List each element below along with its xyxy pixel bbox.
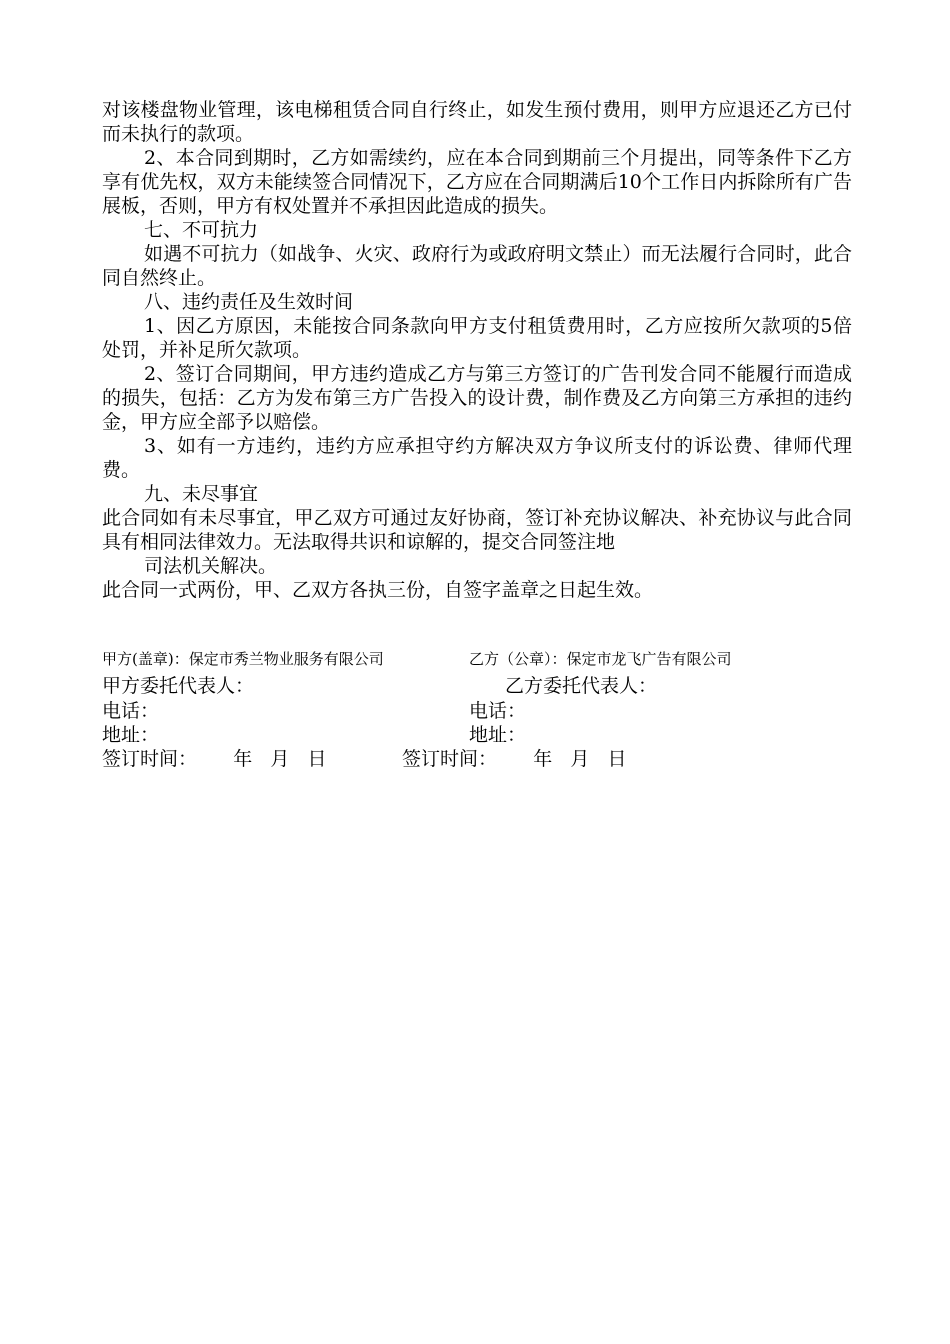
signature-phone-row <box>102 699 862 723</box>
heading-breach-liability: 八、违约责任及生效时间 <box>144 291 354 313</box>
paragraph-force-majeure: 如遇不可抗力（如战争、火灾、政府行为或政府明文禁止）而无法履行合同时，此合同自然终止。 <box>102 243 852 289</box>
signature-rep-row <box>102 674 862 698</box>
party-b-sign-date: 签订时间： 年 月 日 <box>402 748 627 770</box>
contract-body <box>102 98 852 602</box>
paragraph-outstanding-matters-tail: 司法机关解决。 <box>144 555 278 577</box>
party-b-phone: 电话： <box>469 700 527 722</box>
party-a-address: 地址： <box>102 724 160 746</box>
paragraph-effective: 此合同一式两份，甲、乙双方各执三份，自签字盖章之日起生效。 <box>102 579 654 601</box>
paragraph-outstanding-matters <box>102 506 852 554</box>
heading-force-majeure: 七、不可抗力 <box>144 219 259 241</box>
signature-seal-row <box>102 649 862 669</box>
party-b-address: 地址： <box>469 724 527 746</box>
paragraph-breach-3: 3、如有一方违约，违约方应承担守约方解决双方争议所支付的诉讼费、律师代理费。 <box>102 435 852 481</box>
paragraph-renewal: 2、本合同到期时，乙方如需续约，应在本合同到期前三个月提出，同等条件下乙方享有优先权，双方未能续签合同情况下，乙方应在合同期满后10个工作日内拆除所有广告展板，否则，甲方有权处置并不承担因此造成的损失。 <box>102 147 852 217</box>
paragraph-early-termination: 对该楼盘物业管理，该电梯租赁合同自行终止，如发生预付费用，则甲方应退还乙方已付而未执行的款项。 <box>102 99 852 145</box>
party-a-representative: 甲方委托代表人： <box>102 675 255 697</box>
signature-date-row <box>102 747 862 771</box>
party-a-sign-date: 签订时间： 年 月 日 <box>102 748 327 770</box>
party-b-seal: 乙方（公章）：保定市龙飞广告有限公司 <box>469 650 732 668</box>
paragraph-outstanding-matters-main: 此合同如有未尽事宜，甲乙双方可通过友好协商，签订补充协议解决、补充协议与此合同具有相同法律效力。无法取得共识和谅解的，提交合同签注地 <box>102 507 852 553</box>
party-b-representative: 乙方委托代表人： <box>505 675 658 697</box>
paragraph-breach-1: 1、因乙方原因，未能按合同条款向甲方支付租赁费用时，乙方应按所欠款项的5倍处罚，并补足所欠款项。 <box>102 315 852 361</box>
signature-address-row <box>102 723 862 747</box>
party-a-seal: 甲方(盖章)：保定市秀兰物业服务有限公司 <box>102 650 384 668</box>
party-a-phone: 电话： <box>102 700 160 722</box>
paragraph-breach-2: 2、签订合同期间，甲方违约造成乙方与第三方签订的广告刊发合同不能履行而造成的损失，包括：乙方为发布第三方广告投入的设计费，制作费及乙方向第三方承担的违约金，甲方应全部予以赔偿。 <box>102 363 852 433</box>
heading-outstanding-matters: 九、未尽事宜 <box>144 483 259 505</box>
